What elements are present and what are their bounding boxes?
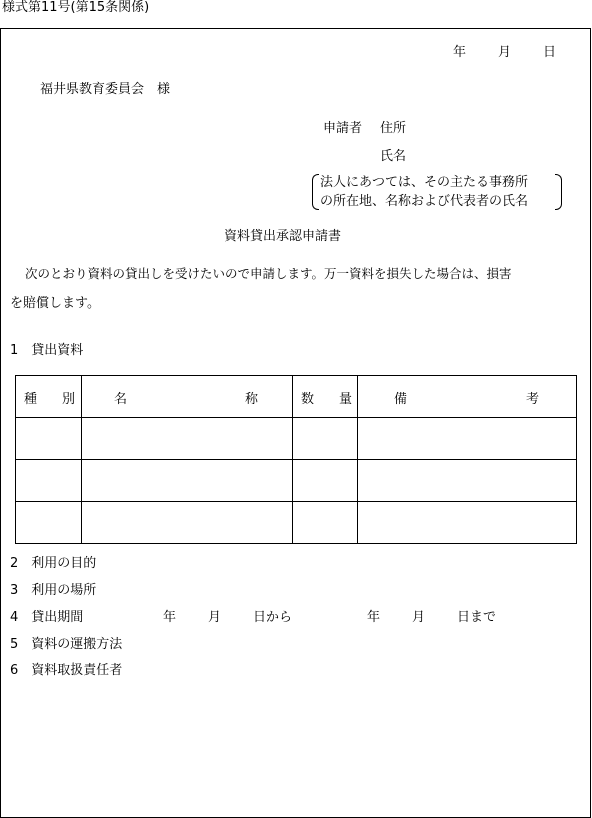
table-row: [16, 460, 577, 502]
period-from-day: 日から: [253, 610, 293, 625]
cell-remarks[interactable]: [358, 460, 577, 502]
body-text-line1: 次のとおり資料の貸出しを受けたいので申請します。万一資料を損失した場合は、損害: [25, 266, 512, 281]
cell-type[interactable]: [16, 418, 82, 460]
table-row: [16, 418, 577, 460]
period-to-day: 日まで: [457, 610, 497, 625]
period-from-year: 年: [163, 610, 177, 625]
applicant-name-label: 氏名: [380, 149, 407, 164]
header-name: 名 称: [82, 376, 293, 418]
cell-type[interactable]: [16, 502, 82, 544]
right-bracket: [555, 174, 562, 210]
cell-remarks[interactable]: [358, 418, 577, 460]
header-remarks: 備 考: [358, 376, 577, 418]
item-transport-method: 5 資料の運搬方法: [10, 637, 123, 652]
period-to-year: 年: [367, 610, 381, 625]
form-label: 様式第11号(第15条関係): [2, 0, 150, 15]
cell-remarks[interactable]: [358, 502, 577, 544]
cell-name[interactable]: [82, 502, 293, 544]
left-bracket: [312, 174, 319, 210]
header-type: 種 別: [16, 376, 82, 418]
document-title: 資料貸出承認申請書: [224, 229, 342, 244]
body-text-line2: を賠償します。: [10, 296, 100, 311]
date-year: 年: [453, 45, 467, 60]
cell-quantity[interactable]: [293, 502, 358, 544]
materials-table: [15, 375, 577, 544]
table-header-row: [16, 376, 577, 418]
cell-quantity[interactable]: [293, 418, 358, 460]
date-month: 月: [498, 45, 512, 60]
period-to-month: 月: [412, 610, 426, 625]
cell-name[interactable]: [82, 460, 293, 502]
item-loan-period: 4 貸出期間: [10, 610, 84, 625]
header-quantity: 数 量: [293, 376, 358, 418]
item-purpose: 2 利用の目的: [10, 556, 97, 571]
cell-name[interactable]: [82, 418, 293, 460]
applicant-note-line2: の所在地、名称および代表者の氏名: [320, 194, 529, 209]
date-day: 日: [543, 45, 557, 60]
table-row: [16, 502, 577, 544]
applicant-label: 申請者: [323, 121, 363, 136]
section-loan-materials: 1 貸出資料: [10, 343, 84, 358]
cell-quantity[interactable]: [293, 460, 358, 502]
period-from-month: 月: [208, 610, 222, 625]
cell-type[interactable]: [16, 460, 82, 502]
applicant-note: [312, 172, 562, 212]
item-responsible-person: 6 資料取扱責任者: [10, 663, 123, 678]
applicant-note-line1: 法人にあつては、その主たる事務所: [320, 175, 529, 190]
item-location: 3 利用の場所: [10, 583, 97, 598]
applicant-address-label: 住所: [380, 121, 407, 136]
addressee: 福井県教育委員会 様: [40, 82, 171, 97]
